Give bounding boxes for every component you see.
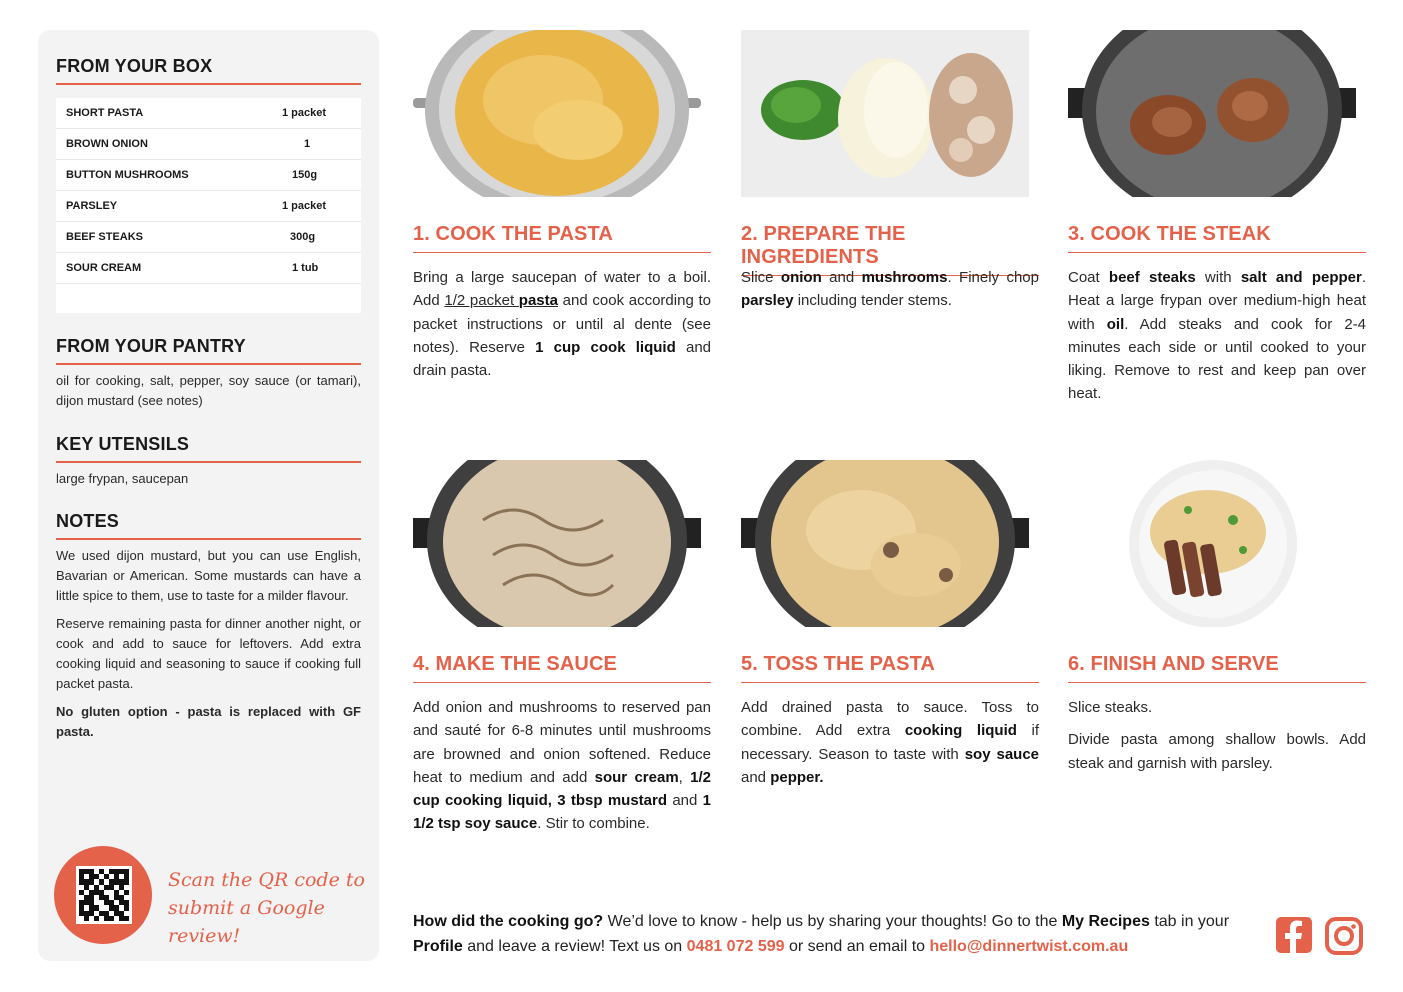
text-run: , [678,768,691,786]
step-2-photo [741,30,1029,197]
step-5-photo [741,460,1029,627]
item-qty: 300g [290,231,316,243]
text-run: parsley [741,292,794,310]
qr-caption-line: submit a Google review! [168,897,325,947]
table-row [56,191,361,222]
from-your-box-heading: FROM YOUR BOX [56,56,361,85]
notes-text [56,546,361,750]
item-qty: 1 [304,138,311,150]
facebook-icon[interactable] [1276,917,1314,955]
text-run: Profile [413,938,463,955]
item-qty: 1 tub [292,262,319,274]
text-run: with [1195,269,1241,286]
text-run: pasta [518,292,558,310]
instagram-icon[interactable] [1325,917,1363,955]
text-run: cooking liquid [904,722,1017,740]
text-run: . Heat a large frypan over medium-high heat with [1068,269,1366,333]
step-6 [1068,460,1366,772]
qr-code-icon[interactable] [76,866,132,924]
item-name: SHORT PASTA [66,107,144,119]
text-run: Slice [741,269,781,286]
email-link[interactable]: hello@dinnertwist.com.au [929,938,1129,955]
step-2-text [741,266,1039,313]
text-run: or send an email to [784,938,930,955]
text-run: Add onion and mushrooms to reserved pan and sauté for 6-8 minutes until mushrooms are browned and onion softened. Reduce heat to medium and add [413,699,711,786]
item-name: BROWN ONION [66,138,148,150]
review-footer [413,909,1263,959]
table-row [56,160,361,191]
text-run: . Finely chop [947,269,1039,286]
step-1 [413,30,711,380]
step-6-text [1068,696,1366,784]
item-name: BEEF STEAKS [66,231,144,243]
text-run: Bring a large saucepan of water to a boil. Add [413,269,711,310]
text-run: . Stir to combine. [537,815,650,833]
qr-badge[interactable] [54,846,152,944]
qr-caption [168,866,368,950]
step-2 [741,30,1039,310]
text-run: 1/2 packet [444,292,519,310]
text-run: soy sauce [964,745,1040,763]
step-4 [413,460,711,833]
text-paragraph: Slice steaks. [1068,699,1153,716]
step-6-title: 6. FINISH AND SERVE [1068,653,1366,683]
pantry-text: oil for cooking, salt, pepper, soy sauce (or tamari), dijon mustard (see notes) [56,373,361,408]
step-3-title: 3. COOK THE STEAK [1068,223,1366,253]
text-run: onion [780,269,822,286]
table-row [56,129,361,160]
text-run: tab in your [1149,913,1230,930]
text-run: 1 1/2 tsp soy sauce [413,792,711,833]
text-run: if necessary. Season to taste with [741,722,1039,763]
text-run: and cook according to packet instructions or until al dente (see notes). Reserve [413,292,711,356]
text-run: salt and pepper [1240,269,1362,286]
text-run: . Add steaks and cook for 2-4 minutes each side or until cooked to your liking. Remove to rest and keep pan over heat. [1068,315,1366,403]
step-1-text [413,266,711,382]
item-name: SOUR CREAM [66,262,142,274]
note-gluten-option: No gluten option - pasta is replaced with GF pasta. [56,704,361,739]
text-run: Add drained pasta to sauce. Toss to combine. Add extra [741,699,1039,740]
text-paragraph: Divide pasta among shallow bowls. Add steak and garnish with parsley. [1068,731,1366,772]
item-name: BUTTON MUSHROOMS [66,169,189,181]
step-2-title: 2. PREPARE THE INGREDIENTS [741,223,1039,276]
item-qty: 1 packet [282,107,327,119]
text-run: sour cream [594,768,679,786]
item-qty: 1 packet [282,200,327,212]
note-paragraph: We used dijon mustard, but you can use English, Bavarian or American. Some mustards can have a little spice to them, use to taste for a milder flavour. [56,548,361,603]
step-3 [1068,30,1366,403]
text-run: mushrooms [861,269,948,286]
step-6-photo [1068,460,1356,627]
text-run: pepper. [770,768,824,786]
footer-question: How did the cooking go? [413,913,604,930]
box-items-table [56,98,361,313]
phone-link[interactable]: 0481 072 599 [686,938,785,955]
step-5 [741,460,1040,786]
from-your-pantry-heading: FROM YOUR PANTRY [56,336,361,365]
step-1-title: 1. COOK THE PASTA [413,223,711,253]
utensils-text: large frypan, saucepan [56,471,189,486]
table-row [56,98,361,129]
step-1-photo [413,30,701,197]
text-run: 1 cup cook liquid [535,338,676,356]
step-4-photo [413,460,701,627]
item-name: PARSLEY [66,200,118,212]
table-row [56,253,361,284]
text-run: 1/2 cup cooking liquid, 3 tbsp mustard [413,768,711,810]
step-5-text [741,696,1039,789]
text-run: oil [1106,315,1125,333]
qr-caption-line: Scan the QR code to [168,869,365,891]
step-4-title: 4. MAKE THE SAUCE [413,653,711,683]
text-run: including tender stems. [793,292,952,310]
note-paragraph: Reserve remaining pasta for dinner another night, or cook and add to sauce for leftovers. Add extra cooking liquid and seasoning to sauce if cooking full packet pasta. [56,616,361,691]
text-run: and drain pasta. [413,338,711,380]
step-3-text [1068,266,1366,406]
step-3-photo [1068,30,1356,197]
key-utensils-heading: KEY UTENSILS [56,434,361,463]
table-row [56,222,361,253]
notes-heading: NOTES [56,511,361,540]
text-run: My Recipes [1061,913,1150,930]
text-run: beef steaks [1108,269,1196,286]
ingredients-sidebar [38,30,379,961]
text-run: We’d love to know - help us by sharing your thoughts! Go to the [603,913,1062,930]
text-run: Coat [1068,269,1109,286]
text-run: and [821,269,862,286]
item-qty: 150g [292,169,318,181]
step-5-title: 5. TOSS THE PASTA [741,653,1039,683]
text-run: and leave a review! Text us on [462,938,687,955]
text-run: and [741,768,771,786]
step-4-text [413,696,711,836]
text-run: and [667,792,703,810]
